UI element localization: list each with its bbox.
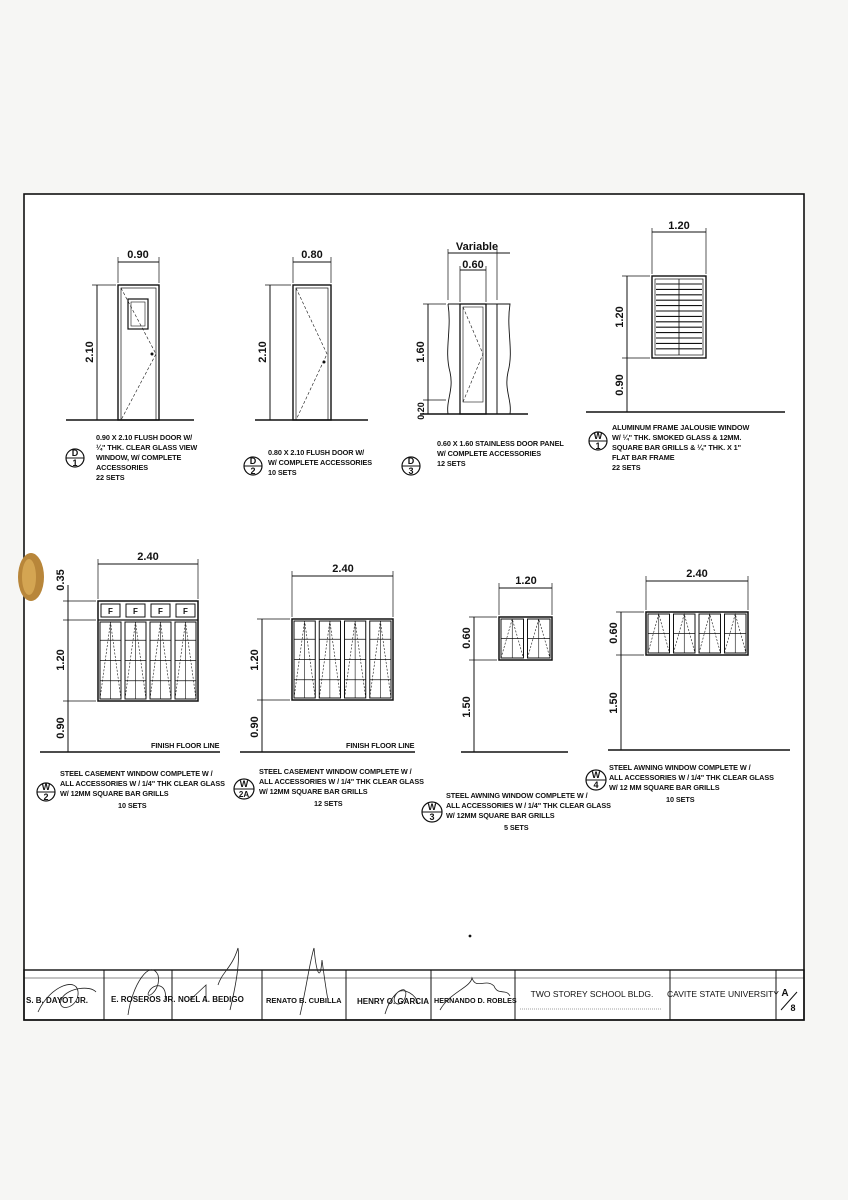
tb-owner: CAVITE STATE UNIVERSITY (667, 989, 779, 999)
w2a-sill: 0.90 (249, 716, 261, 738)
w1-mark-letter: W (593, 431, 603, 441)
w2-fixed-pane-label: F (108, 607, 113, 616)
d1-caption: 0.90 X 2.10 FLUSH DOOR W/ ¼" THK. CLEAR GLASS VIEW WINDOW, W/ COMPLETE ACCESSORIES 22 SETS (96, 433, 198, 482)
d2-height: 2.10 (257, 341, 269, 363)
w2a-width: 2.40 (332, 563, 354, 575)
w3-mark-letter: W (427, 802, 437, 812)
d3-caption: 0.60 X 1.60 STAINLESS DOOR PANEL W/ COMPLETE ACCESSORIES 12 SETS (437, 439, 564, 468)
w4-height: 0.60 (608, 622, 620, 644)
w2a-floor-label: FINISH FLOOR LINE (346, 741, 415, 750)
w2-height: 1.20 (55, 649, 67, 671)
tb-name-1: S. B. DAYOT JR. (26, 996, 88, 1005)
d1-height: 2.10 (84, 341, 96, 363)
w1-width: 1.20 (668, 220, 690, 232)
tb-name-2: E. ROSEROS JR. (111, 995, 176, 1004)
tb-name-3: NOEL A. BEDIGO (178, 995, 244, 1004)
w2a-mark-letter: W (239, 779, 249, 789)
w1-mark-number: 1 (595, 441, 601, 451)
w2-mark-number: 2 (43, 792, 49, 802)
tb-name-4: RENATO B. CUBILLA (266, 996, 342, 1005)
tb-sheet-number: 8 (790, 1003, 796, 1013)
d3-width: 0.60 (462, 259, 484, 271)
w2a-caption: STEEL CASEMENT WINDOW COMPLETE W / ALL ACCESSORIES W / 1/4" THK CLEAR GLASS W/ 12MM SQUARE BAR GRILLS 12 SETS (259, 767, 424, 808)
w2a-mark-number: 2A (238, 790, 250, 799)
w2-mark-letter: W (41, 782, 51, 792)
w2-width: 2.40 (137, 551, 159, 563)
drawing-border (24, 194, 804, 1020)
d2-caption: 0.80 X 2.10 FLUSH DOOR W/ W/ COMPLETE ACCESSORIES 10 SETS (268, 448, 373, 477)
w2a-height: 1.20 (249, 649, 261, 671)
w4-width: 2.40 (686, 568, 708, 580)
w2-floor-label: FINISH FLOOR LINE (151, 741, 220, 750)
w2-fixed-pane-label: F (133, 607, 138, 616)
w1-height: 1.20 (614, 306, 626, 328)
w2-top: 0.35 (55, 569, 67, 591)
w4-caption: STEEL AWNING WINDOW COMPLETE W / ALL ACCESSORIES W / 1/4" THK CLEAR GLASS W/ 12 MM SQUARE BAR GRILLS 10 SETS (609, 763, 774, 804)
w2-fixed-pane-label: F (158, 607, 163, 616)
d3-height: 1.60 (415, 341, 427, 363)
d3-sill: 0.20 (416, 402, 426, 420)
w4-mark-number: 4 (593, 780, 599, 790)
tb-project: TWO STOREY SCHOOL BLDG. (530, 989, 654, 999)
w3-height: 0.60 (461, 627, 473, 649)
d1-mark-number: 1 (72, 458, 78, 468)
d2-width: 0.80 (301, 249, 323, 261)
w2-sill: 0.90 (55, 717, 67, 739)
w2-fixed-pane-label: F (183, 607, 188, 616)
w3-mark-number: 3 (429, 812, 435, 822)
w1-caption: ALUMINUM FRAME JALOUSIE WINDOW W/ ¼" THK. SMOKED GLASS & 12MM. SQUARE BAR GRILLS & ¼" THK. X 1" FLAT BAR FRAME 22 SETS (612, 423, 750, 472)
tb-name-5: HENRY O. GARCIA (357, 997, 430, 1006)
d3-mark-letter: D (407, 456, 415, 466)
tb-sheet-letter: A (781, 988, 789, 999)
d2-mark-letter: D (249, 456, 257, 466)
w1-sill: 0.90 (614, 374, 626, 396)
w3-sill: 1.50 (461, 696, 473, 718)
w4-mark-letter: W (591, 770, 601, 780)
w4-sill: 1.50 (608, 692, 620, 714)
w3-width: 1.20 (515, 575, 537, 587)
tb-name-6: HERNANDO D. ROBLES (434, 996, 517, 1005)
w2-caption: STEEL CASEMENT WINDOW COMPLETE W / ALL ACCESSORIES W / 1/4" THK CLEAR GLASS W/ 12MM SQUARE BAR GRILLS 10 SETS (60, 769, 225, 810)
d3-mark-number: 3 (408, 466, 414, 476)
w3-caption: STEEL AWNING WINDOW COMPLETE W / ALL ACCESSORIES W / 1/4" THK CLEAR GLASS W/ 12MM SQUARE BAR GRILLS 5 SETS (446, 791, 611, 832)
d1-mark-letter: D (71, 448, 79, 458)
d1-width: 0.90 (127, 249, 149, 261)
d3-variable: Variable (455, 241, 499, 253)
d2-mark-number: 2 (250, 466, 256, 476)
